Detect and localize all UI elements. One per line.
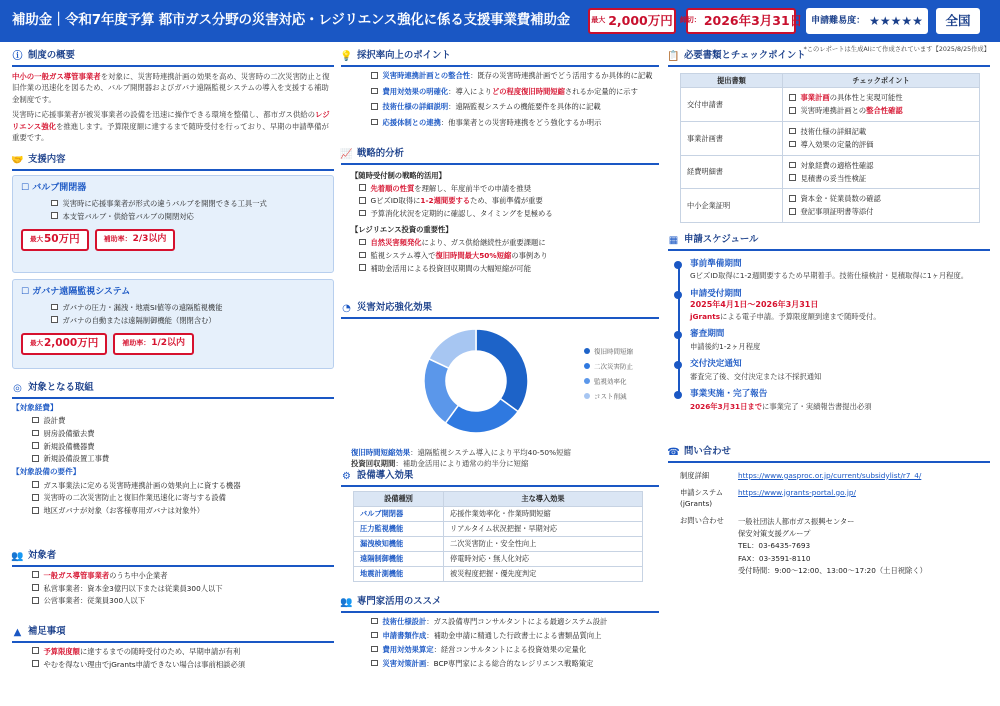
governor-panel bbox=[12, 279, 334, 369]
list-item: 公営事業者：従業員300人以下 bbox=[32, 596, 334, 606]
list-item: GビズID取得に1-2週間要するため、事前準備が重要 bbox=[359, 196, 659, 206]
list-item: 自然災害頻発化により、ガス供給継続性が重要課題に bbox=[359, 238, 659, 248]
table-row: 漏洩検知機能 二次災害防止・安全性向上 bbox=[354, 536, 643, 551]
pie-slice-3 bbox=[429, 329, 476, 368]
strategy-section bbox=[341, 148, 659, 276]
list-item: 補助金活用による投資回収期間の大幅短縮が可能 bbox=[359, 264, 659, 274]
targets-title: 対象となる取組 bbox=[28, 382, 94, 393]
people-icon: 👥 bbox=[11, 550, 24, 562]
deadline-badge bbox=[679, 8, 803, 34]
pie-slice-2 bbox=[424, 359, 458, 423]
list-item: 費用対効果算定：経営コンサルタントによる投資効果の定量化 bbox=[371, 645, 659, 656]
equipment-table: 設備種別 主な導入効果 バルブ開閉器 応援作業効率化・作業時間短縮 圧力監視機能 リアルタイム状況把握・早期対応 漏洩検知機能 二次災害防止・安全性向上 遠隔制御機能 停電時対応・無人化対応 地震計測機能 被災程度把握・優先度判定 bbox=[353, 491, 643, 582]
list-item: 応援体制との連携：他事業者との災害時連携をどう強化するか明示 bbox=[371, 118, 659, 129]
max-amount-badge bbox=[588, 8, 676, 34]
governor-title: ☐ ガバナ遠隔監視システム bbox=[21, 286, 131, 297]
warning-icon: ▲ bbox=[13, 626, 22, 638]
list-item: 災害時の二次災害防止と復旧作業迅速化に寄与する設備 bbox=[32, 493, 334, 503]
page-title: 補助金｜令和7年度予算 都市ガス分野の災害対応・レジリエンス強化に係る支援事業費補助金 bbox=[12, 12, 570, 28]
timeline-item: 交付決定通知 審査完了後、交付決定または不採択通知 bbox=[690, 359, 990, 382]
eligible-section bbox=[12, 550, 334, 609]
lightbulb-icon: 💡 bbox=[340, 50, 353, 62]
legend-dot-1 bbox=[584, 363, 590, 369]
strategy-heading-1: 【随時受付制の戦略的活用】 bbox=[351, 170, 446, 180]
pie-chart-icon: ◔ bbox=[342, 302, 351, 314]
overview-text-2: 災害時に応援事業者が被災事業者の設備を迅速に操作できる環境を整備し、都市ガス供給のレジリエンス強化を推進します。予算限度額に達するまで随時受付を行っており、早期の申請準備が重要です。 bbox=[12, 110, 330, 143]
legend-label-2: 監視効率化 bbox=[594, 377, 627, 386]
points-section bbox=[341, 50, 659, 133]
chart-line-icon: 📈 bbox=[340, 148, 353, 160]
docs-section bbox=[668, 50, 990, 223]
legend-dot-0 bbox=[584, 348, 590, 354]
detail-link[interactable]: https://www.gasproc.or.jp/current/subsidylist/r7_4/ bbox=[738, 470, 922, 480]
experts-icon: 👥 bbox=[340, 596, 353, 608]
phone-icon: ☎ bbox=[667, 446, 680, 458]
list-item: 設計費 bbox=[32, 416, 334, 426]
targets-section bbox=[12, 382, 334, 519]
timeline-item: 申請受付期間 2025年4月1日〜2026年3月31日 jGrantsによる電子申請。予算限度額到達まで随時受付。 bbox=[690, 289, 990, 323]
max-prefix: 最大 bbox=[591, 16, 606, 25]
table-row: 遠隔制御機能 停電時対応・無人化対応 bbox=[354, 551, 643, 566]
eligible-title: 対象者 bbox=[28, 550, 57, 561]
legend-dot-3 bbox=[584, 393, 590, 399]
overview-title: 制度の概要 bbox=[28, 50, 75, 61]
list-item: 技術仕様設計：ガス設備専門コンサルタントによる最適システム設計 bbox=[371, 617, 659, 628]
effect-pie-chart bbox=[341, 323, 659, 441]
jgrants-link[interactable]: https://www.jgrants-portal.go.jp/ bbox=[738, 487, 856, 497]
legend-label-1: 二次災害防止 bbox=[594, 362, 633, 371]
list-item: 本支管バルブ・供給管バルブの開閉対応 bbox=[51, 212, 325, 222]
table-row: 事業計画書 技術仕様の詳細記載 導入効果の定量的評価 bbox=[681, 122, 980, 156]
list-item: 地区ガバナが対象（お客様専用ガバナは対象外） bbox=[32, 506, 334, 516]
governor-max-chip: 最大 2,000万円 bbox=[21, 333, 107, 355]
list-item: 災害時連携計画との整合性：既存の災害時連携計画でどう活用するか具体的に記載 bbox=[371, 71, 659, 82]
max-amount-value: 2,000万円 bbox=[608, 12, 673, 28]
list-item: やむを得ない理由でjGrants申請できない場合は事前相談必須 bbox=[32, 660, 334, 670]
list-item: 災害対策計画：BCP専門家による総合的なレジリエンス戦略策定 bbox=[371, 659, 659, 670]
table-row: バルブ開閉器 応援作業効率化・作業時間短縮 bbox=[354, 506, 643, 521]
support-title: 支援内容 bbox=[28, 154, 66, 165]
valve-max-chip: 最大 50万円 bbox=[21, 229, 89, 251]
strategy-heading-2: 【レジリエンス投資の重要性】 bbox=[351, 225, 453, 235]
effect-title: 災害対応強化効果 bbox=[357, 302, 433, 313]
list-item: 私営事業者：資本金3億円以下または従業員300人以下 bbox=[32, 584, 334, 594]
list-item: 厨房設備撤去費 bbox=[32, 429, 334, 439]
table-row: 圧力監視機能 リアルタイム状況把握・早期対応 bbox=[354, 521, 643, 536]
clipboard-icon: 📋 bbox=[667, 50, 680, 62]
overview-text-1: 中小の一般ガス導管事業者を対象に、災害時連携計画の効果を高め、災害時の二次災害防止と復旧作業の迅速化を図るため、バルブ開閉器およびガバナ遠隔監視システムの導入を支援する補助金制度です。 bbox=[12, 71, 330, 104]
docs-title: 必要書類とチェックポイント bbox=[684, 50, 806, 61]
schedule-section bbox=[668, 234, 990, 419]
table-row: 中小企業証明 資本金・従業員数の確認 登記事項証明書等添付 bbox=[681, 189, 980, 223]
table-row: 交付申請書 事業計画の具体性と実現可能性 災害時連携計画との整合性確認 bbox=[681, 88, 980, 122]
equipment-section bbox=[341, 470, 659, 582]
contact-row: 制度詳細 https://www.gasproc.or.jp/current/subsidylist/r7_4/ bbox=[680, 470, 922, 480]
calendar-icon: ▦ bbox=[668, 234, 679, 246]
list-item: 申請書類作成：補助金申請に精通した行政書士による書類品質向上 bbox=[371, 631, 659, 642]
governor-rate-chip: 補助率： 1/2以内 bbox=[113, 333, 194, 355]
equipment-title: 設備導入効果 bbox=[357, 470, 414, 481]
list-item: 予算限度額に達するまでの随時受付のため、早期申請が有利 bbox=[32, 647, 334, 657]
effect-line-1: 復旧時間短縮効果：遠隔監視システム導入により平均40-50%短縮 bbox=[351, 447, 571, 457]
list-item: 費用対効果の明確化：導入によりどの程度復旧時間短縮されるか定量的に示す bbox=[371, 87, 659, 98]
experts-title: 専門家活用のススメ bbox=[357, 596, 442, 607]
difficulty-stars: ★★★★★ bbox=[869, 13, 923, 28]
timeline-item: 審査期間 申請後約1-2ヶ月程度 bbox=[690, 329, 990, 352]
list-item: 監視システム導入で復旧時間最大50%短縮の事例あり bbox=[359, 251, 659, 261]
timeline-item: 事前準備期間 GビズID取得に1-2週間要するため早期着手。技術仕様検討・見積取得に1ヶ月程度。 bbox=[690, 259, 990, 282]
support-section bbox=[12, 154, 334, 375]
timeline-item: 事業実施・完了報告 2026年3月31日までに事業完了・実績報告書提出必須 bbox=[690, 389, 990, 412]
contact-row: 申請システム (jGrants) https://www.jgrants-portal.go.jp/ bbox=[680, 487, 856, 508]
list-item: 新規設備機器費 bbox=[32, 442, 334, 452]
list-item: ガバナの自動または遠隔制御機能（閉閉含む） bbox=[51, 316, 325, 326]
legend-label-0: 復旧時間短縮 bbox=[594, 347, 633, 356]
info-icon: ⓘ bbox=[12, 50, 23, 62]
contact-section bbox=[668, 446, 990, 583]
table-row: 地震計測機能 被災程度把握・優先度判定 bbox=[354, 566, 643, 581]
contact-row: お問い合わせ 一般社団法人都市ガス振興センター 保安対策支援グループ TEL：03-6435-7693 FAX：03-3591-8110 受付時間：9:00〜12:00、13:00〜17:20（土日祝除く） bbox=[680, 515, 927, 576]
valve-title: ☐ バルブ開閉器 bbox=[21, 182, 87, 193]
list-item: 災害時に応援事業者が形式の違うバルブを開閉できる工具一式 bbox=[51, 199, 325, 209]
difficulty-badge bbox=[806, 8, 928, 34]
docs-table: 提出書類 チェックポイント 交付申請書 事業計画の具体性と実現可能性 災害時連携計画との整合性確認 事業計画書 技術仕様の詳細記載 導入効果の定量的評価 経費明細書 対象経費の適格性確認 見積書の妥当性検証 中小企業証明 資本金・従業員数の確認 登記事項証明書等添付 bbox=[680, 73, 980, 223]
list-item: 予算消化状況を定期的に確認し、タイミングを見極める bbox=[359, 209, 659, 219]
list-item: 新規設備設置工事費 bbox=[32, 454, 334, 464]
table-row: 経費明細書 対象経費の適格性確認 見積書の妥当性検証 bbox=[681, 155, 980, 189]
notes-section bbox=[12, 626, 334, 672]
strategy-title: 戦略的分析 bbox=[357, 148, 404, 159]
deadline-value: 2026年3月31日 bbox=[703, 12, 803, 28]
ai-note: *このレポートは生成AIにて作成されています【2025/8/25作成】 bbox=[803, 46, 990, 53]
requirements-heading: 【対象設備の要件】 bbox=[12, 467, 81, 477]
schedule-title: 申請スケジュール bbox=[684, 234, 759, 245]
list-item: ガス事業法に定める災害時連携計画の効果向上に資する機器 bbox=[32, 481, 334, 491]
target-icon: ◎ bbox=[13, 382, 22, 394]
expenses-heading: 【対象経費】 bbox=[12, 402, 58, 412]
list-item: 先着順の性質を理解し、年度前半での申請を推奨 bbox=[359, 184, 659, 194]
legend-dot-2 bbox=[584, 378, 590, 384]
valve-rate-chip: 補助率： 2/3以内 bbox=[95, 229, 176, 251]
effect-line-2: 投資回収期間：補助金活用により通常の約半分に短縮 bbox=[351, 458, 529, 468]
overview-section bbox=[12, 50, 334, 148]
area-badge: 全国 bbox=[936, 8, 980, 34]
list-item: ガバナの圧力・漏洩・地震SI値等の遠隔監視機能 bbox=[51, 303, 325, 313]
schedule-timeline bbox=[674, 259, 990, 412]
effect-section bbox=[341, 302, 659, 469]
points-title: 採択率向上のポイント bbox=[357, 50, 451, 61]
list-item: 一般ガス導管事業者のうち中小企業者 bbox=[32, 571, 334, 581]
experts-section bbox=[341, 596, 659, 672]
deadline-prefix: 締切： bbox=[679, 16, 701, 25]
list-item: 技術仕様の詳細説明：遠隔監視システムの機能要件を具体的に記載 bbox=[371, 102, 659, 113]
valve-panel bbox=[12, 175, 334, 273]
legend-label-3: コスト削減 bbox=[594, 392, 627, 401]
gear-icon: ⚙ bbox=[342, 470, 351, 482]
difficulty-label: 申請難易度： bbox=[811, 15, 866, 26]
contact-title: 問い合わせ bbox=[684, 446, 731, 457]
notes-title: 補足事項 bbox=[28, 626, 66, 637]
header-bar bbox=[0, 0, 1000, 42]
handshake-icon: 🤝 bbox=[11, 154, 24, 166]
